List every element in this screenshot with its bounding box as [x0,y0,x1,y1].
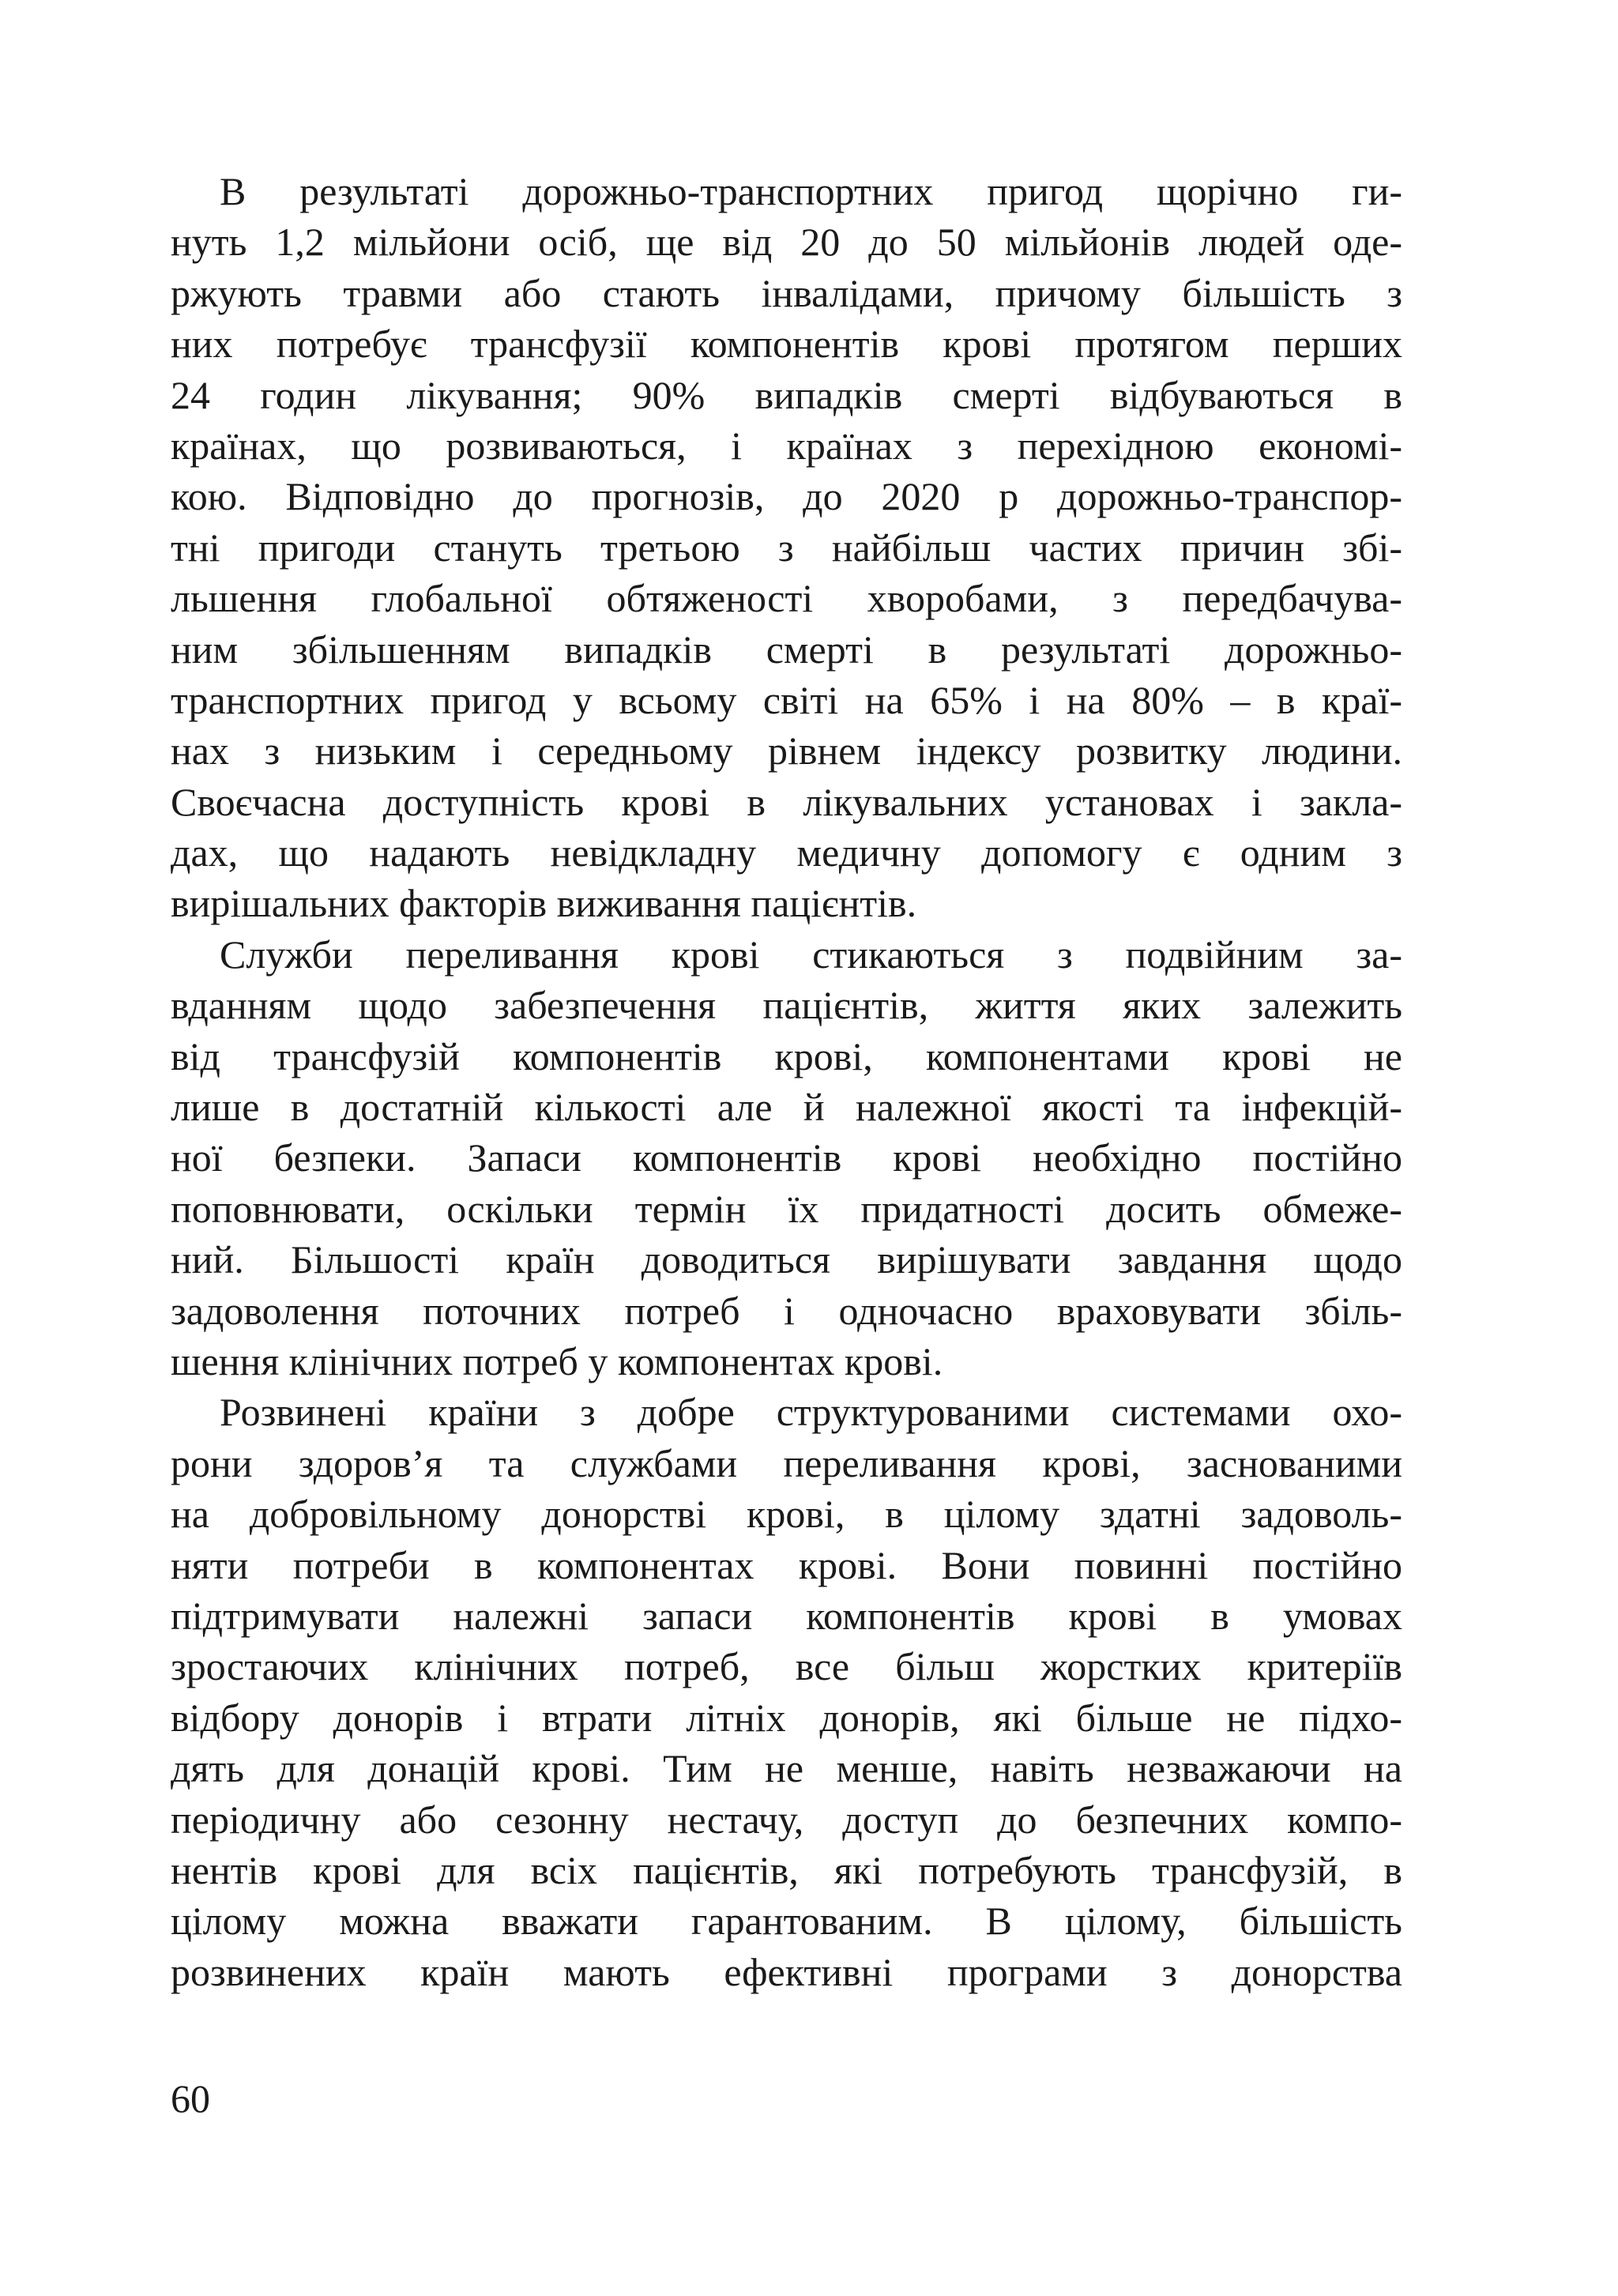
paragraph-1-line: дах, що надають невідкладну медичну допомогу є одним з [171,830,1402,875]
paragraph-2-line: Служби переливання крові стикаються з подвійним за- [220,932,1402,977]
paragraph-2-line: ної безпеки. Запаси компонентів крові необхідно постійно [171,1135,1402,1180]
paragraph-2-line: вданням щодо забезпечення пацієнтів, життя яких залежить [171,983,1402,1028]
paragraph-1-line: льшення глобальної обтяженості хворобами, з передбачува- [171,576,1402,621]
paragraph-1-line: ржують травми або стають інвалідами, причому більшість з [171,270,1402,315]
paragraph-3-line: цілому можна вважати гарантованим. В цілому, більшість [171,1899,1402,1944]
paragraph-1-line: країнах, що розвиваються, і країнах з перехідною економі- [171,423,1402,468]
paragraph-2-line: лише в достатній кількості але й належної якості та інфекцій- [171,1085,1402,1130]
paragraph-3-line: відбору донорів і втрати літніх донорів, які більше не підхо- [171,1695,1402,1740]
paragraph-1-line: транспортних пригод у всьому світі на 65% і на 80% – в краї- [171,677,1402,722]
paragraph-2-line: від трансфузій компонентів крові, компонентами крові не [171,1033,1402,1078]
paragraph-1-line: В результаті дорожньо-транспортних пригод щорічно ги- [220,169,1402,213]
paragraph-1-line: ним збільшенням випадків смерті в результаті дорожньо- [171,627,1402,672]
paragraph-1-line: нуть 1,2 мільйони осіб, ще від 20 до 50 мільйонів людей оде- [171,220,1402,265]
paragraph-3-line: розвинених країн мають ефективні програми з донорства [171,1949,1402,1994]
paragraph-3-line: няти потреби в компонентах крові. Вони повинні постійно [171,1542,1402,1587]
paragraph-2-line: ний. Більшості країн доводиться вирішувати завдання щодо [171,1237,1402,1282]
paragraph-1-line: вирішальних факторів виживання пацієнтів. [171,881,917,926]
paragraph-2-line: поповнювати, оскільки термін їх придатності досить обмеже- [171,1186,1402,1231]
paragraph-2-line: шення клінічних потреб у компонентах крові. [171,1338,943,1383]
paragraph-1-line: тні пригоди стануть третьою з найбільш частих причин збі- [171,525,1402,570]
paragraph-1-line: них потребує трансфузії компонентів крові протягом перших [171,322,1402,367]
paragraph-3-line: зростаючих клінічних потреб, все більш жорстких критеріїв [171,1644,1402,1689]
paragraph-2-line: задоволення поточних потреб і одночасно враховувати збіль- [171,1288,1402,1333]
paragraph-3-line: періодичну або сезонну нестачу, доступ до безпечних компо- [171,1797,1402,1842]
paragraph-1-line: нах з низьким і середньому рівнем індексу розвитку людини. [171,728,1402,773]
paragraph-1-line: 24 годин лікування; 90% випадків смерті відбуваються в [171,372,1402,417]
paragraph-3-line: підтримувати належні запаси компонентів крові в умовах [171,1593,1402,1638]
paragraph-1-line: Своєчасна доступність крові в лікувальних установах і закла- [171,779,1402,824]
paragraph-3-line: рони здоров’я та службами переливання крові, заснованими [171,1440,1402,1485]
paragraph-3-line: дять для донацій крові. Тим не менше, навіть незважаючи на [171,1746,1402,1791]
paragraph-3-line: Розвинені країни з добре структурованими системами охо- [220,1390,1402,1435]
paragraph-3-line: нентів крові для всіх пацієнтів, які потребують трансфузій, в [171,1847,1402,1892]
page-number: 60 [171,2076,210,2121]
paragraph-1-line: кою. Відповідно до прогнозів, до 2020 р дорожньо-транспор- [171,474,1402,519]
paragraph-3-line: на добровільному донорстві крові, в цілому здатні задоволь- [171,1492,1402,1537]
body-text [171,166,1402,1997]
